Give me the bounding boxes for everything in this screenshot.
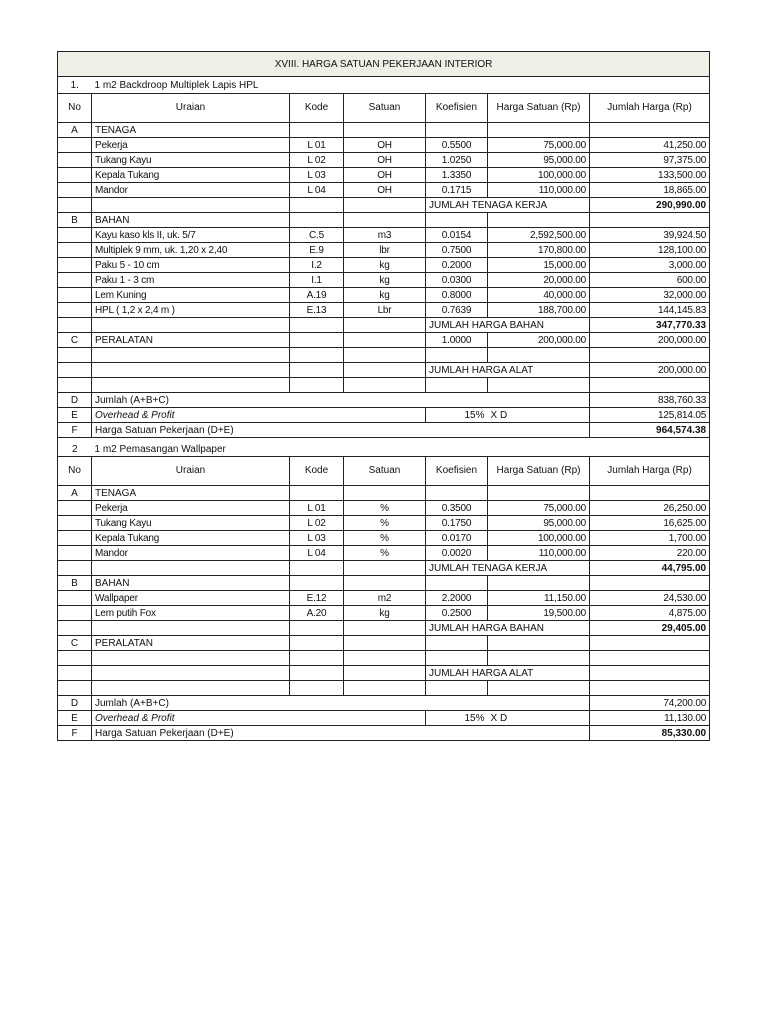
item-harga-satuan: 20,000.00 bbox=[488, 273, 590, 288]
header-uraian: Uraian bbox=[92, 94, 290, 123]
peralatan-harga: 200,000.00 bbox=[488, 333, 590, 348]
overhead-percent: 15% bbox=[426, 711, 488, 726]
group-row-tenaga bbox=[58, 486, 710, 501]
table-row bbox=[58, 288, 710, 303]
item-harga-satuan: 100,000.00 bbox=[488, 168, 590, 183]
section-1-heading-row bbox=[58, 77, 710, 94]
group-row-bahan bbox=[58, 213, 710, 228]
item-harga-satuan: 75,000.00 bbox=[488, 501, 590, 516]
overhead-percent: 15% bbox=[426, 408, 488, 423]
item-uraian: Lem Kuning bbox=[92, 288, 290, 303]
subtotal-row bbox=[58, 666, 710, 681]
final-label: Harga Satuan Pekerjaan (D+E) bbox=[92, 726, 590, 741]
subtotal-value: 29,405.00 bbox=[590, 621, 710, 636]
item-kode: A.20 bbox=[290, 606, 344, 621]
total-value: 74,200.00 bbox=[590, 696, 710, 711]
table-header-row bbox=[58, 457, 710, 486]
item-uraian: Tukang Kayu bbox=[92, 153, 290, 168]
item-koefisien: 0.8000 bbox=[426, 288, 488, 303]
item-satuan: lbr bbox=[344, 243, 426, 258]
row-letter: D bbox=[58, 696, 92, 711]
item-uraian: HPL ( 1,2 x 2,4 m ) bbox=[92, 303, 290, 318]
peralatan-jumlah: 200,000.00 bbox=[590, 333, 710, 348]
group-letter: C bbox=[58, 333, 92, 348]
item-uraian: Pekerja bbox=[92, 501, 290, 516]
item-jumlah-harga: 24,530.00 bbox=[590, 591, 710, 606]
item-jumlah-harga: 18,865.00 bbox=[590, 183, 710, 198]
row-letter: F bbox=[58, 726, 92, 741]
section-2-bahan-rows bbox=[58, 591, 710, 621]
item-jumlah-harga: 26,250.00 bbox=[590, 501, 710, 516]
subtotal-row bbox=[58, 561, 710, 576]
final-value: 85,330.00 bbox=[590, 726, 710, 741]
header-satuan: Satuan bbox=[344, 94, 426, 123]
item-harga-satuan: 110,000.00 bbox=[488, 183, 590, 198]
subtotal-label: JUMLAH HARGA BAHAN bbox=[426, 318, 590, 333]
overhead-row bbox=[58, 711, 710, 726]
group-label: TENAGA bbox=[92, 123, 290, 138]
group-letter: B bbox=[58, 213, 92, 228]
item-jumlah-harga: 220.00 bbox=[590, 546, 710, 561]
item-jumlah-harga: 32,000.00 bbox=[590, 288, 710, 303]
table-row bbox=[58, 183, 710, 198]
item-satuan: OH bbox=[344, 153, 426, 168]
item-kode: L 01 bbox=[290, 501, 344, 516]
group-letter: C bbox=[58, 636, 92, 651]
header-jumlah-harga: Jumlah Harga (Rp) bbox=[590, 457, 710, 486]
subtotal-label: JUMLAH TENAGA KERJA bbox=[426, 198, 590, 213]
item-kode: L 03 bbox=[290, 168, 344, 183]
item-koefisien: 0.0300 bbox=[426, 273, 488, 288]
group-label: BAHAN bbox=[92, 576, 290, 591]
item-satuan: % bbox=[344, 501, 426, 516]
total-row-d bbox=[58, 696, 710, 711]
overhead-multiplier: X D bbox=[488, 711, 590, 726]
item-jumlah-harga: 3,000.00 bbox=[590, 258, 710, 273]
item-satuan: OH bbox=[344, 183, 426, 198]
header-satuan: Satuan bbox=[344, 457, 426, 486]
item-harga-satuan: 188,700.00 bbox=[488, 303, 590, 318]
item-koefisien: 2.2000 bbox=[426, 591, 488, 606]
item-satuan: OH bbox=[344, 138, 426, 153]
table-row bbox=[58, 606, 710, 621]
group-row-peralatan bbox=[58, 333, 710, 348]
header-kode: Kode bbox=[290, 457, 344, 486]
subtotal-value bbox=[590, 666, 710, 681]
item-satuan: % bbox=[344, 546, 426, 561]
item-satuan: % bbox=[344, 531, 426, 546]
group-letter: B bbox=[58, 576, 92, 591]
row-letter: E bbox=[58, 408, 92, 423]
header-harga-satuan: Harga Satuan (Rp) bbox=[488, 94, 590, 123]
table-row bbox=[58, 273, 710, 288]
item-jumlah-harga: 600.00 bbox=[590, 273, 710, 288]
item-koefisien: 0.7639 bbox=[426, 303, 488, 318]
final-value: 964,574.38 bbox=[590, 423, 710, 438]
item-koefisien: 0.5500 bbox=[426, 138, 488, 153]
table-row bbox=[58, 546, 710, 561]
empty-row bbox=[58, 651, 710, 666]
total-row-f bbox=[58, 726, 710, 741]
item-harga-satuan: 11,150.00 bbox=[488, 591, 590, 606]
header-uraian: Uraian bbox=[92, 457, 290, 486]
item-koefisien: 0.0020 bbox=[426, 546, 488, 561]
subtotal-value: 44,795.00 bbox=[590, 561, 710, 576]
group-letter: A bbox=[58, 123, 92, 138]
item-jumlah-harga: 144,145.83 bbox=[590, 303, 710, 318]
group-row-bahan bbox=[58, 576, 710, 591]
item-kode: L 01 bbox=[290, 138, 344, 153]
overhead-value: 11,130.00 bbox=[590, 711, 710, 726]
row-letter: D bbox=[58, 393, 92, 408]
item-kode: E.9 bbox=[290, 243, 344, 258]
header-koefisien: Koefisien bbox=[426, 457, 488, 486]
subtotal-value: 347,770.33 bbox=[590, 318, 710, 333]
document-title: XVIII. HARGA SATUAN PEKERJAAN INTERIOR bbox=[58, 52, 710, 77]
title-row bbox=[58, 52, 710, 77]
group-row-peralatan bbox=[58, 636, 710, 651]
empty-row bbox=[58, 681, 710, 696]
item-koefisien: 0.0170 bbox=[426, 531, 488, 546]
item-kode: E.12 bbox=[290, 591, 344, 606]
peralatan-koefisien: 1.0000 bbox=[426, 333, 488, 348]
section-2-name: 1 m2 Pemasangan Wallpaper bbox=[92, 438, 710, 457]
item-kode: I.1 bbox=[290, 273, 344, 288]
subtotal-label: JUMLAH HARGA BAHAN bbox=[426, 621, 590, 636]
subtotal-row bbox=[58, 318, 710, 333]
item-koefisien: 0.2000 bbox=[426, 258, 488, 273]
item-uraian: Paku 5 - 10 cm bbox=[92, 258, 290, 273]
item-uraian: Multiplek 9 mm, uk. 1,20 x 2,40 bbox=[92, 243, 290, 258]
table-row bbox=[58, 153, 710, 168]
item-satuan: m2 bbox=[344, 591, 426, 606]
item-kode: I.2 bbox=[290, 258, 344, 273]
item-kode: L 02 bbox=[290, 153, 344, 168]
row-letter: F bbox=[58, 423, 92, 438]
item-harga-satuan: 100,000.00 bbox=[488, 531, 590, 546]
item-satuan: kg bbox=[344, 273, 426, 288]
item-jumlah-harga: 1,700.00 bbox=[590, 531, 710, 546]
group-label: PERALATAN bbox=[92, 333, 290, 348]
item-koefisien: 1.3350 bbox=[426, 168, 488, 183]
subtotal-row bbox=[58, 363, 710, 378]
section-2-tenaga-rows bbox=[58, 501, 710, 561]
empty-row bbox=[58, 348, 710, 363]
table-row bbox=[58, 138, 710, 153]
item-uraian: Kepala Tukang bbox=[92, 168, 290, 183]
item-jumlah-harga: 128,100.00 bbox=[590, 243, 710, 258]
item-koefisien: 0.3500 bbox=[426, 501, 488, 516]
item-satuan: Lbr bbox=[344, 303, 426, 318]
item-uraian: Kepala Tukang bbox=[92, 531, 290, 546]
overhead-label: Overhead & Profit bbox=[92, 711, 426, 726]
item-uraian: Kayu kaso kls II, uk. 5/7 bbox=[92, 228, 290, 243]
subtotal-label: JUMLAH HARGA ALAT bbox=[426, 363, 590, 378]
subtotal-row bbox=[58, 621, 710, 636]
section-2-number: 2 bbox=[58, 438, 92, 457]
item-kode: A.19 bbox=[290, 288, 344, 303]
item-uraian: Lem putih Fox bbox=[92, 606, 290, 621]
item-satuan: kg bbox=[344, 288, 426, 303]
item-jumlah-harga: 16,625.00 bbox=[590, 516, 710, 531]
item-uraian: Mandor bbox=[92, 546, 290, 561]
item-jumlah-harga: 41,250.00 bbox=[590, 138, 710, 153]
item-jumlah-harga: 133,500.00 bbox=[590, 168, 710, 183]
item-harga-satuan: 75,000.00 bbox=[488, 138, 590, 153]
section-2-heading-row bbox=[58, 438, 710, 457]
item-koefisien: 1.0250 bbox=[426, 153, 488, 168]
overhead-row bbox=[58, 408, 710, 423]
section-1-bahan-rows bbox=[58, 228, 710, 318]
item-kode: L 04 bbox=[290, 546, 344, 561]
item-uraian: Wallpaper bbox=[92, 591, 290, 606]
empty-row bbox=[58, 378, 710, 393]
section-1-name: 1 m2 Backdroop Multiplek Lapis HPL bbox=[92, 77, 710, 94]
item-satuan: kg bbox=[344, 606, 426, 621]
subtotal-value: 200,000.00 bbox=[590, 363, 710, 378]
group-row-tenaga bbox=[58, 123, 710, 138]
item-uraian: Paku 1 - 3 cm bbox=[92, 273, 290, 288]
item-koefisien: 0.1715 bbox=[426, 183, 488, 198]
table-header-row bbox=[58, 94, 710, 123]
table-row bbox=[58, 591, 710, 606]
item-satuan: kg bbox=[344, 258, 426, 273]
table-row bbox=[58, 501, 710, 516]
group-label: BAHAN bbox=[92, 213, 290, 228]
item-jumlah-harga: 97,375.00 bbox=[590, 153, 710, 168]
table-row bbox=[58, 228, 710, 243]
item-koefisien: 0.1750 bbox=[426, 516, 488, 531]
item-kode: L 03 bbox=[290, 531, 344, 546]
item-harga-satuan: 19,500.00 bbox=[488, 606, 590, 621]
header-no: No bbox=[58, 94, 92, 123]
overhead-label: Overhead & Profit bbox=[92, 408, 426, 423]
group-letter: A bbox=[58, 486, 92, 501]
item-kode: L 04 bbox=[290, 183, 344, 198]
table-row bbox=[58, 303, 710, 318]
header-kode: Kode bbox=[290, 94, 344, 123]
header-koefisien: Koefisien bbox=[426, 94, 488, 123]
final-label: Harga Satuan Pekerjaan (D+E) bbox=[92, 423, 590, 438]
item-harga-satuan: 95,000.00 bbox=[488, 153, 590, 168]
item-harga-satuan: 170,800.00 bbox=[488, 243, 590, 258]
table-row bbox=[58, 243, 710, 258]
item-kode: L 02 bbox=[290, 516, 344, 531]
table-row bbox=[58, 531, 710, 546]
item-uraian: Tukang Kayu bbox=[92, 516, 290, 531]
item-harga-satuan: 15,000.00 bbox=[488, 258, 590, 273]
total-row-d bbox=[58, 393, 710, 408]
table-row bbox=[58, 516, 710, 531]
item-jumlah-harga: 4,875.00 bbox=[590, 606, 710, 621]
price-analysis-table bbox=[57, 51, 710, 741]
item-kode: E.13 bbox=[290, 303, 344, 318]
item-harga-satuan: 2,592,500.00 bbox=[488, 228, 590, 243]
subtotal-label: JUMLAH HARGA ALAT bbox=[426, 666, 590, 681]
header-harga-satuan: Harga Satuan (Rp) bbox=[488, 457, 590, 486]
item-koefisien: 0.7500 bbox=[426, 243, 488, 258]
subtotal-row bbox=[58, 198, 710, 213]
header-no: No bbox=[58, 457, 92, 486]
item-harga-satuan: 40,000.00 bbox=[488, 288, 590, 303]
subtotal-label: JUMLAH TENAGA KERJA bbox=[426, 561, 590, 576]
group-label: PERALATAN bbox=[92, 636, 290, 651]
group-label: TENAGA bbox=[92, 486, 290, 501]
item-kode: C.5 bbox=[290, 228, 344, 243]
item-uraian: Mandor bbox=[92, 183, 290, 198]
item-koefisien: 0.2500 bbox=[426, 606, 488, 621]
total-row-f bbox=[58, 423, 710, 438]
row-letter: E bbox=[58, 711, 92, 726]
item-harga-satuan: 110,000.00 bbox=[488, 546, 590, 561]
section-1-tenaga-rows bbox=[58, 138, 710, 198]
item-uraian: Pekerja bbox=[92, 138, 290, 153]
total-value: 838,760.33 bbox=[590, 393, 710, 408]
header-jumlah-harga: Jumlah Harga (Rp) bbox=[590, 94, 710, 123]
item-satuan: m3 bbox=[344, 228, 426, 243]
overhead-value: 125,814.05 bbox=[590, 408, 710, 423]
item-jumlah-harga: 39,924.50 bbox=[590, 228, 710, 243]
item-satuan: % bbox=[344, 516, 426, 531]
item-harga-satuan: 95,000.00 bbox=[488, 516, 590, 531]
item-satuan: OH bbox=[344, 168, 426, 183]
section-1-number: 1. bbox=[58, 77, 92, 94]
total-label: Jumlah (A+B+C) bbox=[92, 696, 590, 711]
table-row bbox=[58, 258, 710, 273]
subtotal-value: 290,990.00 bbox=[590, 198, 710, 213]
total-label: Jumlah (A+B+C) bbox=[92, 393, 590, 408]
price-analysis-sheet bbox=[57, 51, 709, 741]
overhead-multiplier: X D bbox=[488, 408, 590, 423]
item-koefisien: 0.0154 bbox=[426, 228, 488, 243]
table-row bbox=[58, 168, 710, 183]
